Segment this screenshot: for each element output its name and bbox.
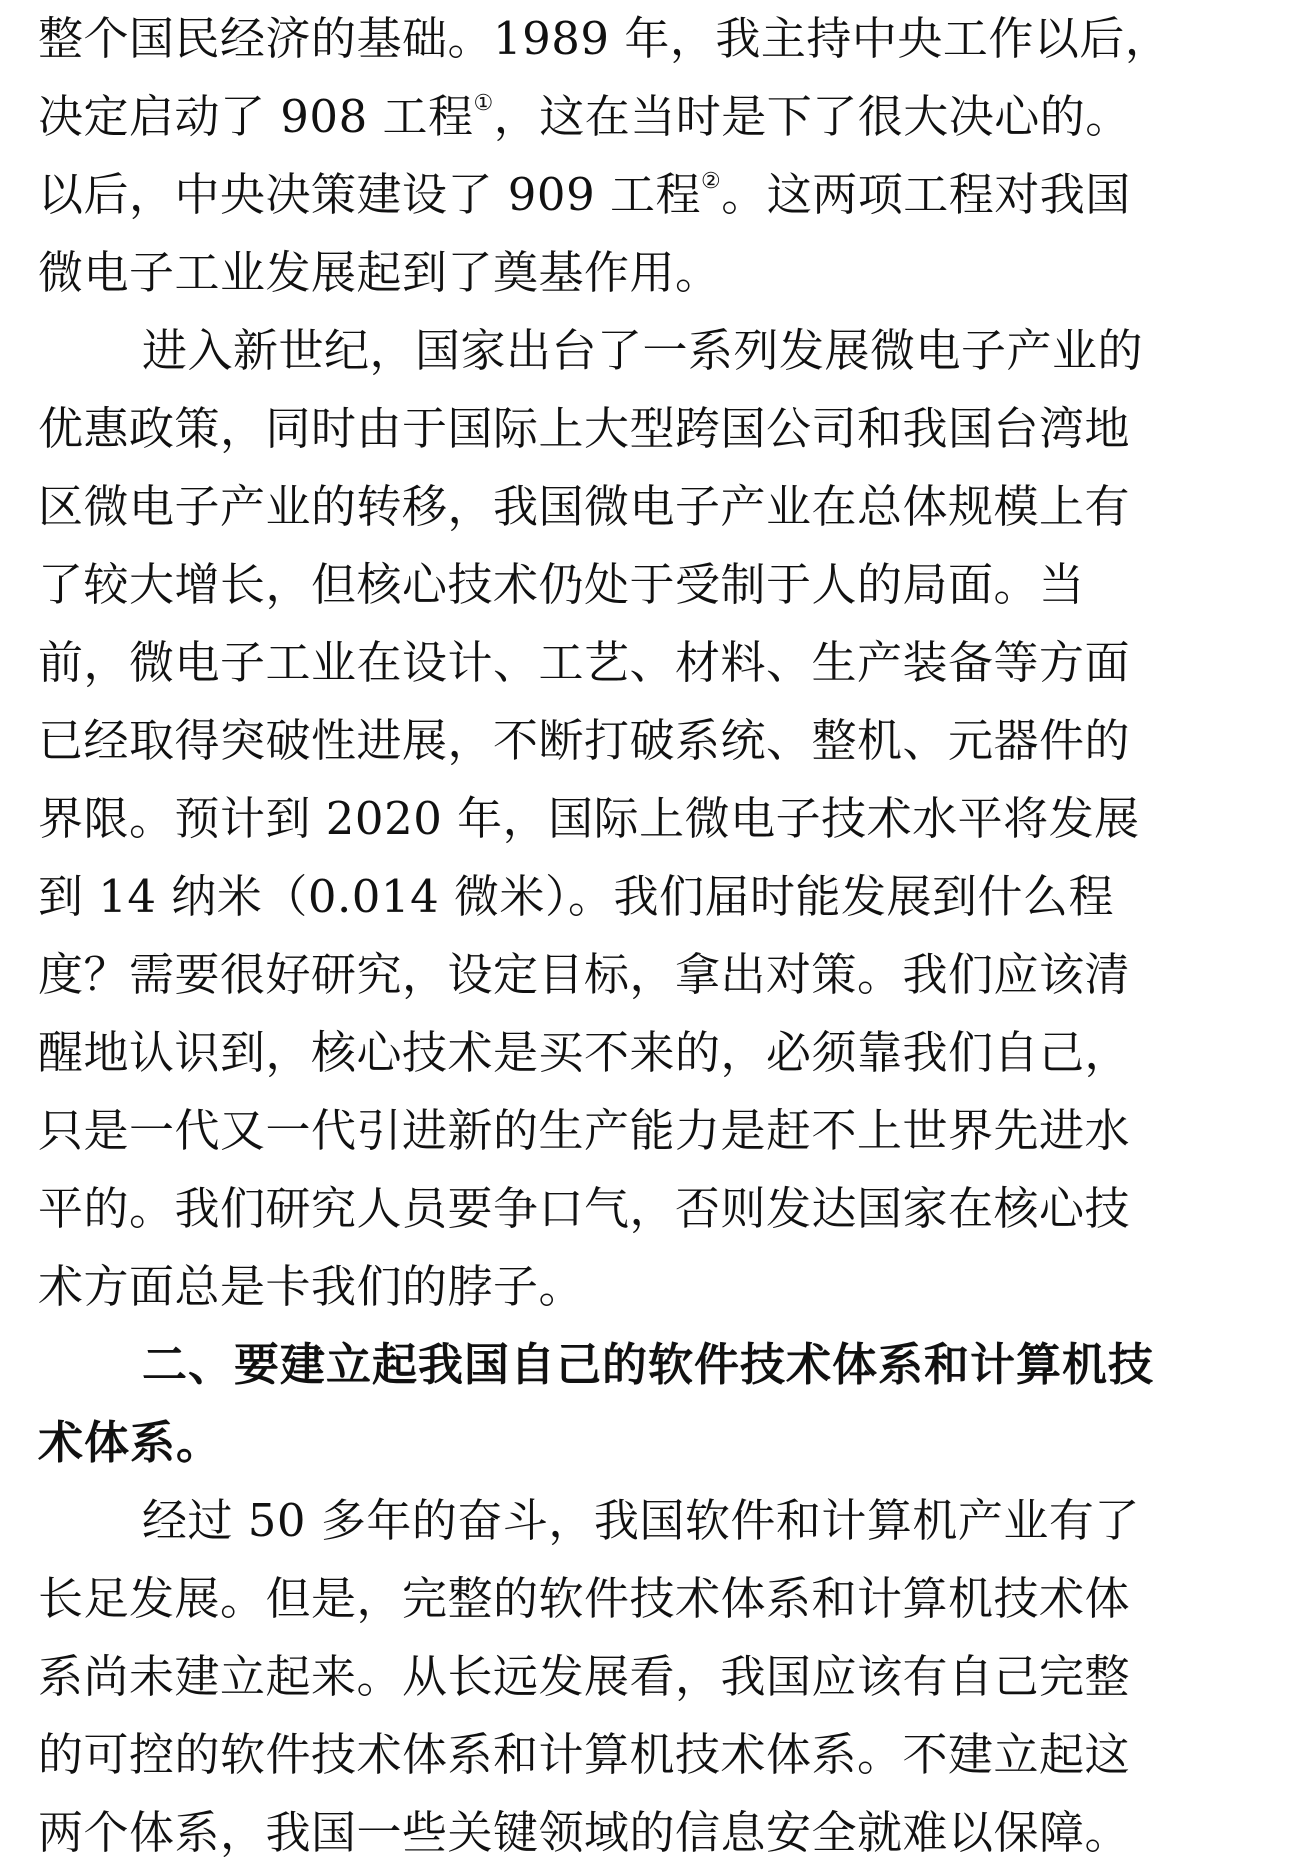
text-line: 进入新世纪，国家出台了一系列发展微电子产业的 bbox=[142, 324, 1144, 377]
paragraph-2 bbox=[38, 312, 1278, 1326]
text-line: 已经取得突破性进展，不断打破系统、整机、元器件的 bbox=[38, 714, 1131, 767]
text-line: 优惠政策，同时由于国际上大型跨国公司和我国台湾地 bbox=[38, 402, 1131, 455]
text-line: 整个国民经济的基础。1989 年，我主持中央工作以后， bbox=[38, 12, 1171, 65]
text-segment: 。这两项工程对我国 bbox=[721, 168, 1131, 221]
text-line: 醒地认识到，核心技术是买不来的，必须靠我们自己， bbox=[38, 1026, 1131, 1079]
heading-line: 二、要建立起我国自己的软件技术体系和计算机技 bbox=[142, 1338, 1155, 1391]
text-line: 前，微电子工业在设计、工艺、材料、生产装备等方面 bbox=[38, 636, 1131, 689]
section-heading bbox=[38, 1326, 1278, 1482]
text-line bbox=[38, 78, 1278, 156]
footnote-marker-1: ① bbox=[473, 91, 494, 116]
text-line: 了较大增长，但核心技术仍处于受制于人的局面。当 bbox=[38, 558, 1085, 611]
text-line: 微电子工业发展起到了奠基作用。 bbox=[38, 246, 721, 299]
text-line: 度？需要很好研究，设定目标，拿出对策。我们应该清 bbox=[38, 948, 1131, 1001]
text-line bbox=[38, 156, 1278, 234]
text-segment: 以后，中央决策建设了 909 工程 bbox=[38, 168, 702, 221]
text-line: 两个体系，我国一些关键领域的信息安全就难以保障。 bbox=[38, 1806, 1131, 1859]
text-line: 区微电子产业的转移，我国微电子产业在总体规模上有 bbox=[38, 480, 1131, 533]
heading-line: 术体系。 bbox=[38, 1416, 223, 1469]
text-line: 只是一代又一代引进新的生产能力是赶不上世界先进水 bbox=[38, 1104, 1131, 1157]
paragraph-1 bbox=[38, 0, 1278, 312]
text-segment: ，这在当时是下了很大决心的。 bbox=[493, 90, 1131, 143]
text-line: 系尚未建立起来。从长远发展看，我国应该有自己完整 bbox=[38, 1650, 1131, 1703]
text-line: 到 14 纳米（0.014 微米）。我们届时能发展到什么程 bbox=[38, 870, 1115, 923]
text-line: 长足发展。但是，完整的软件技术体系和计算机技术体 bbox=[38, 1572, 1131, 1625]
paragraph-3 bbox=[38, 1482, 1278, 1872]
footnote-marker-2: ② bbox=[701, 169, 722, 194]
text-line: 的可控的软件技术体系和计算机技术体系。不建立起这 bbox=[38, 1728, 1131, 1781]
text-line: 经过 50 多年的奋斗，我国软件和计算机产业有了 bbox=[142, 1494, 1140, 1547]
text-segment: 决定启动了 908 工程 bbox=[38, 90, 474, 143]
text-line: 术方面总是卡我们的脖子。 bbox=[38, 1260, 585, 1313]
document-page bbox=[38, 0, 1278, 1872]
text-line: 平的。我们研究人员要争口气，否则发达国家在核心技 bbox=[38, 1182, 1131, 1235]
text-line: 界限。预计到 2020 年，国际上微电子技术水平将发展 bbox=[38, 792, 1140, 845]
